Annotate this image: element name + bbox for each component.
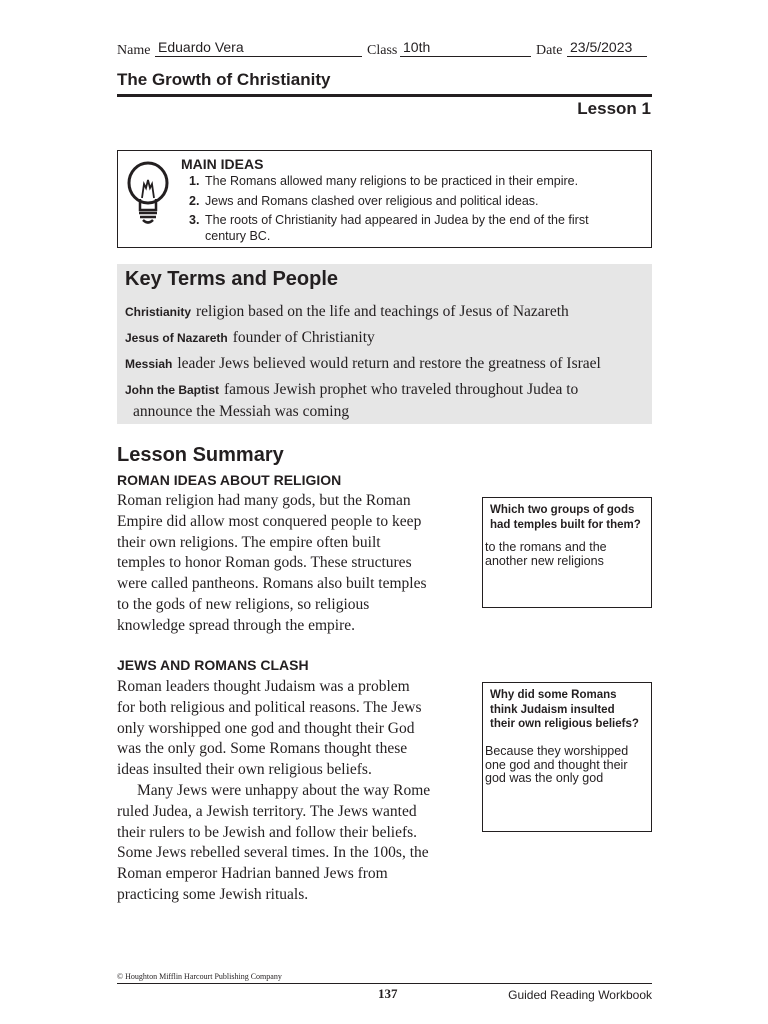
page-number: 137 [378, 986, 398, 1001]
key-term-definition: founder of Christianity [232, 329, 375, 346]
copyright-text: © Houghton Mifflin Harcourt Publishing Company [117, 972, 282, 981]
key-term: Jesus of Nazareth [125, 331, 228, 345]
main-idea-number: 2. [189, 194, 200, 208]
workbook-label: Guided Reading Workbook [508, 988, 652, 1002]
lesson-label: Lesson 1 [577, 99, 651, 118]
key-terms-box [117, 264, 652, 424]
answer-field[interactable]: Because they worshipped one god and thought their god was the only god [485, 744, 629, 785]
section-heading-roman-ideas: ROMAN IDEAS ABOUT RELIGION [117, 472, 342, 488]
key-terms-heading: Key Terms and People [125, 268, 339, 290]
main-idea-text: The Romans allowed many religions to be practiced in their empire. [205, 174, 579, 188]
key-term-row [125, 353, 645, 375]
date-field[interactable]: 23/5/2023 [567, 38, 647, 57]
main-idea-number: 3. [189, 213, 200, 227]
key-term: John the Baptist [125, 383, 220, 397]
name-label: Name [117, 43, 151, 58]
main-idea-number: 1. [189, 174, 200, 188]
lightbulb-icon [123, 158, 173, 228]
main-idea-item [189, 193, 629, 209]
lesson-summary-heading: Lesson Summary [117, 444, 284, 466]
key-term-row [125, 379, 625, 422]
name-field[interactable]: Eduardo Vera [155, 38, 362, 57]
key-term-definition: famous Jewish prophet who traveled throughout Judea to announce the Messiah was coming [133, 381, 579, 420]
key-term: Christianity [125, 305, 192, 319]
section-heading-jews-romans: JEWS AND ROMANS CLASH [117, 657, 309, 673]
main-idea-text: Jews and Romans clashed over religious and political ideas. [205, 194, 539, 208]
question-text: Why did some Romans think Judaism insulted their own religious beliefs? [490, 689, 639, 730]
key-term-row [125, 327, 645, 349]
main-ideas-heading: MAIN IDEAS [181, 156, 264, 172]
question-box [482, 682, 652, 832]
key-term-definition: leader Jews believed would return and restore the greatness of Israel [177, 355, 601, 372]
section-text-roman-ideas: Roman religion had many gods, but the Roman Empire did allow most conquered people to keep their own religions. The empire often built temples to honor Roman gods. These structures were called pantheons. Romans also built temples to the gods of new religions, so religious knowledge spread through the empire. [117, 492, 427, 634]
key-term-row [125, 301, 645, 323]
main-ideas-box [117, 150, 652, 248]
section-text-jews-romans-p2: Many Jews were unhappy about the way Rome ruled Judea, a Jewish territory. The Jews wanted their rulers to be Jewish and follow their beliefs. Some Jews rebelled several times. In the 100s, the Roman emperor Hadrian banned Jews from practicing some Jewish rituals. [117, 782, 431, 903]
class-label: Class [367, 43, 398, 58]
answer-field[interactable]: to the romans and the another new religions [485, 540, 607, 568]
footer-divider [117, 983, 652, 984]
main-idea-item [189, 173, 629, 189]
main-idea-text: The roots of Christianity had appeared in Judea by the end of the first century BC. [205, 213, 589, 243]
question-text: Which two groups of gods had temples built for them? [490, 504, 641, 531]
section-text-jews-romans-p1: Roman leaders thought Judaism was a problem for both religious and political reasons. The Jews only worshipped one god and thought their God was the only god. Some Romans thought these ideas insulted their own religious beliefs. [117, 678, 422, 779]
page-title: The Growth of Christianity [117, 70, 331, 89]
key-term-definition: religion based on the life and teachings of Jesus of Nazareth [196, 303, 569, 320]
question-box [482, 497, 652, 608]
class-field[interactable]: 10th [400, 38, 531, 57]
main-idea-item [189, 212, 614, 244]
key-term: Messiah [125, 357, 173, 371]
title-divider [117, 94, 652, 97]
date-label: Date [536, 43, 563, 58]
